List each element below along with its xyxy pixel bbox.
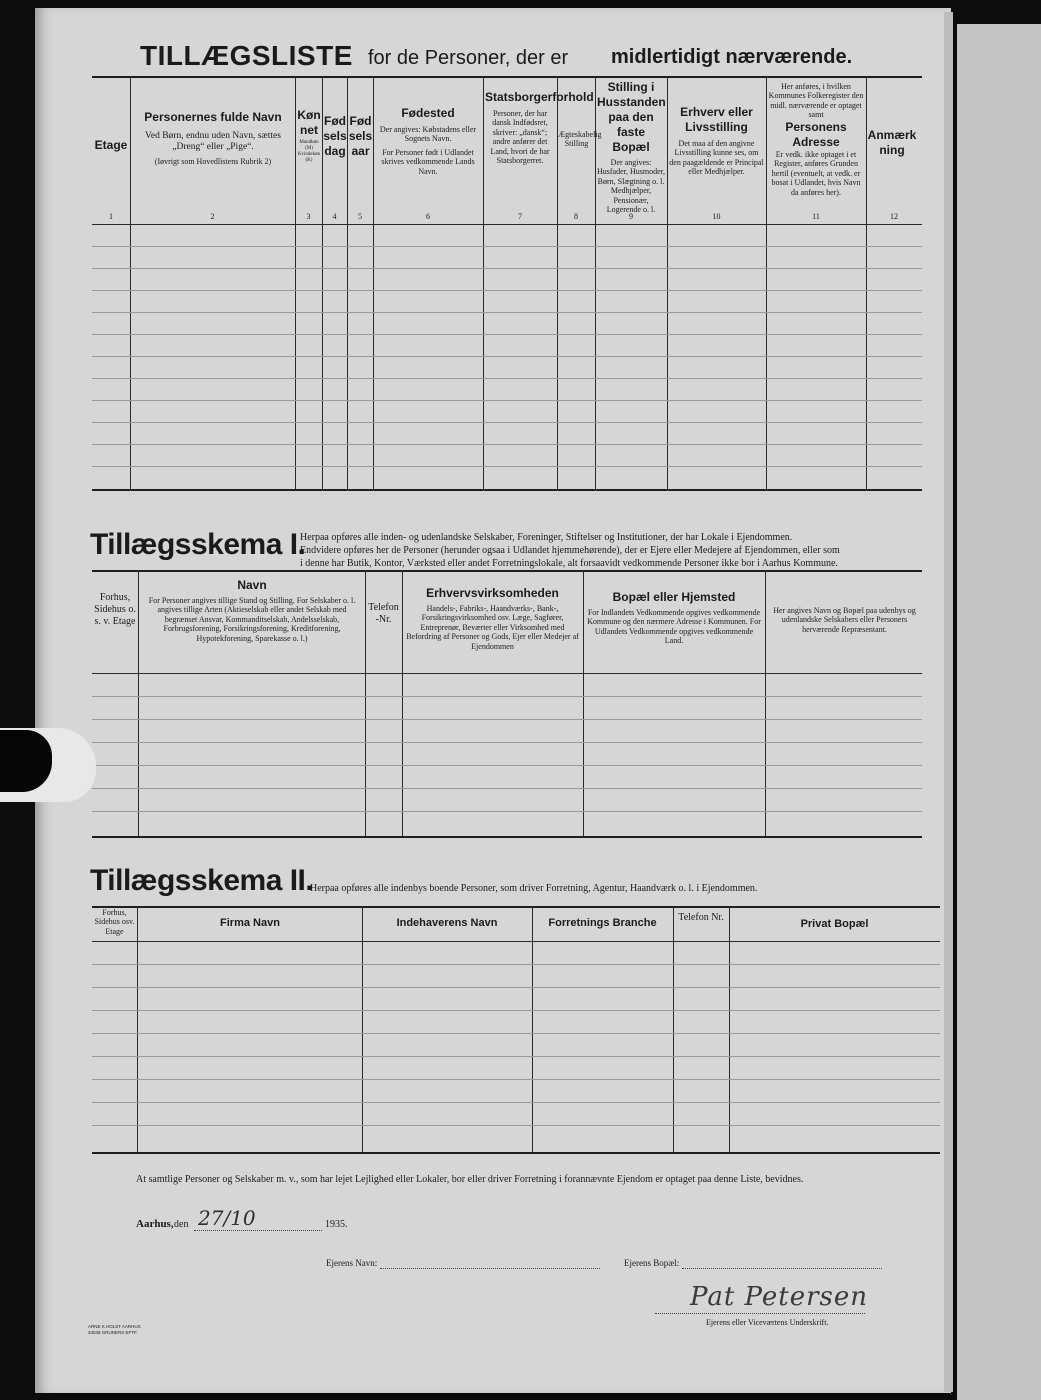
attestation-text: At samtlige Personer og Selskaber m. v., som har lejet Lejlighed eller Lokaler, bor eller driver Forretning i forannævnte Ejendom er optaget paa denne Liste, bevidnes.: [136, 1174, 804, 1185]
col-etage: Etage: [94, 138, 128, 152]
s1-col-floor: Forhus, Sidehus o. s. v. Etage: [94, 592, 136, 627]
date-handwritten: 27/10: [198, 1206, 256, 1230]
col-num: 3: [306, 212, 311, 221]
col-gender: Kønnet Mandkøn (M) Kvindekøn (K): [297, 108, 321, 163]
col-name: Personernes fulde Navn Ved Børn, endnu uden Navn, sættes „Dreng“ eller „Pige“. (Iøvrigt som Hovedlistens Rubrik 2): [144, 110, 282, 167]
col-num: 10: [712, 212, 721, 221]
owner-address-label: Ejerens Bopæl:: [624, 1258, 680, 1268]
skema-1-intro: Herpaa opføres alle inden- og udenlandske Selskaber, Foreninger, Stiftelser og Institutioner, der har Lokale i Ejendommen. Endvidere opføres her de Personer (herunder ogsaa i Udlandet hjemmehørende), der er Ejere eller Medejere af Ejendommen, eller som i denne har Butik, Kontor, Værksted eller andet Forretningslokale, alt forsaavidt vedkommende Personer ikke bor i Aarhus Kommune.: [300, 532, 840, 569]
col-num: 9: [629, 212, 633, 221]
col-num: 8: [574, 212, 578, 221]
s2-col-owner: Indehaverens Navn: [396, 917, 498, 929]
s1-col-name: Navn For Personer angives tillige Stand og Stilling. For Selskaber o. l. angives tillige Arten (Aktieselskab eller andet Selskab med begrænset Ansvar, Kommanditselskab, Andelsselskab, Forbrugsforening, Forsikringsforening, Kreditforening, Hypotekforening, Sparekasse o. l.): [148, 578, 356, 643]
col-occupation: Erhverv eller Livsstilling Det maa af den angivne Livsstilling kunne ses, om den paagældende er Principal eller Medhjælper.: [669, 105, 764, 177]
s1-col-phone: Telefon-Nr.: [368, 602, 399, 625]
col-birthyear: Fødselsaar: [348, 114, 373, 158]
owner-name-line: [380, 1268, 600, 1269]
signature-line: [655, 1313, 865, 1314]
col-num: 11: [812, 212, 820, 221]
printer-mark: ARNE K.HOLST AARHUS 34038 GRUNERS EFTF.: [88, 1324, 141, 1335]
s2-col-phone: Telefon Nr.: [678, 912, 724, 923]
col-num: 5: [358, 212, 362, 221]
col-marital: Ægteskabelig Stilling: [558, 130, 602, 149]
signature-label: Ejerens eller Viceværtens Underskrift.: [706, 1318, 829, 1327]
col-num: 12: [890, 212, 898, 221]
owner-name-label: Ejerens Navn:: [326, 1258, 378, 1268]
s1-col-representative: Her angives Navn og Bopæl paa udenbys og udenlandske Selskabers eller Personers herværende Repræsentant.: [773, 606, 916, 634]
s2-col-floor: Forhus, Sidehus osv. Etage: [94, 908, 135, 936]
s1-col-residence: Bopæl eller Hjemsted For Indlandets Vedkommende opgives vedkommende Kommune og den nærmere Adresse i Kommunen. For Udlandets Vedkommende opgives vedkommende Land.: [587, 590, 761, 646]
s1-col-business: Erhvervsvirksomheden Handels-, Fabriks-, Haandværks-, Bank-, Forsikringsvirksomhed osv. Læge, Sagfører, Entreprenør, Beværter eller Virksomhed med Befordring af Personer og Gods, Ejer eller Medejer af Ejendommen: [406, 586, 579, 651]
col-household: Stilling i Husstanden paa den faste Bopæl Der angives: Husfader, Husmoder, Børn, Slægtning o. l. Medhjælper, Pensionær, Logerende o. l.: [597, 80, 666, 215]
col-citizenship: Statsborgerforhold Personer, der har dansk Indfødsret, skriver: „dansk“; andre anfører det Land, hvori de har Statsborgerret.: [485, 90, 594, 166]
owner-address-line: [682, 1268, 882, 1269]
col-birthplace: Fødested Der angives: Købstadens eller Sognets Navn. For Personer født i Udlandet skrives vedkommende Lands Navn.: [379, 106, 477, 176]
city-label: Aarhus,: [136, 1218, 174, 1230]
main-title: TILLÆGSLISTE: [140, 40, 353, 71]
s2-col-firm: Firma Navn: [220, 917, 280, 929]
main-title-middle: for de Personer, der er: [368, 47, 569, 69]
adjacent-page: [957, 24, 1041, 1400]
col-num: 4: [332, 212, 337, 221]
page-edge: [944, 12, 953, 1392]
s2-col-branch: Forretnings Branche: [548, 917, 657, 929]
col-num: 2: [210, 212, 215, 221]
col-num: 7: [518, 212, 522, 221]
col-birthday: Fødselsdag: [323, 114, 347, 158]
s2-col-private-address: Privat Bopæl: [800, 918, 869, 930]
col-remarks: Anmærkning: [867, 128, 917, 157]
col-address: Her anføres, i hvilken Kommunes Folkeregister den midl. nærværende er optaget samt Personens Adresse Er vedk. ikke optaget i et Register, anføres Grunden hertil (eventuelt, at vedk. er bosat i Udlandet, hvis Navn da anføres her).: [768, 82, 864, 197]
col-num: 1: [109, 212, 113, 221]
skema-1-title: Tillægsskema I.: [90, 528, 306, 561]
skema-2-intro: Herpaa opføres alle indenbys boende Personer, som driver Forretning, Agentur, Haandværk o. l. i Ejendommen.: [310, 883, 758, 894]
date-den: den: [174, 1219, 189, 1230]
date-line: [194, 1230, 322, 1231]
main-title-end: midlertidigt nærværende.: [611, 46, 853, 68]
skema-2-title: Tillægsskema II.: [90, 864, 314, 897]
signature-handwritten: Pat Petersen: [690, 1282, 868, 1312]
col-num: 6: [426, 212, 430, 221]
year-label: 1935.: [325, 1219, 348, 1230]
